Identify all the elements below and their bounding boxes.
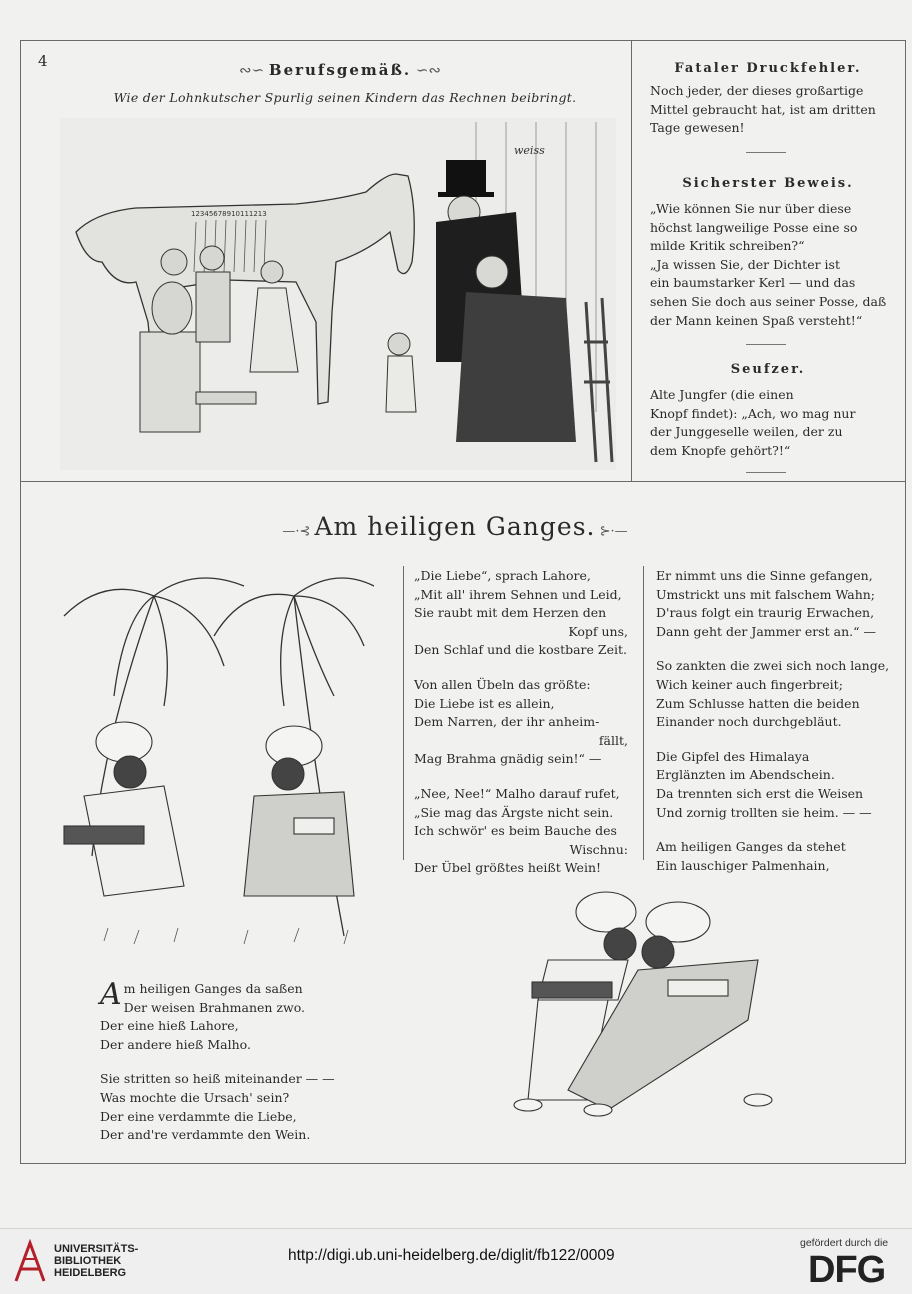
joke-line: ein baumstarker Kerl — und das bbox=[650, 275, 856, 291]
joke-title: Sicherster Beweis. bbox=[682, 176, 854, 191]
poem-intro bbox=[100, 977, 360, 1161]
poem-line: Die Liebe ist es allein, bbox=[414, 695, 555, 711]
poem-stanza bbox=[100, 1070, 360, 1144]
poem-stanza bbox=[100, 977, 360, 1054]
brahmins-under-palms-illustration bbox=[44, 556, 394, 956]
permalink-url[interactable]: http://digi.ub.uni-heidelberg.de/diglit/fb122/0009 bbox=[288, 1247, 615, 1264]
dfg-logo[interactable]: DFG bbox=[808, 1249, 886, 1291]
poem-line: Der Übel größtes heißt Wein! bbox=[414, 860, 602, 876]
poem-stanza bbox=[414, 567, 628, 660]
section-divider bbox=[20, 481, 906, 482]
joke-separator bbox=[746, 152, 786, 153]
poem-line: Sie stritten so heiß miteinander — — bbox=[100, 1071, 335, 1087]
poem-drop-cap: A bbox=[100, 977, 122, 1012]
poem-line: Der eine verdammte die Liebe, bbox=[100, 1108, 297, 1124]
poem-line: Die Gipfel des Himalaya bbox=[656, 748, 810, 764]
poem-line: D'raus folgt ein traurig Erwachen, bbox=[656, 605, 875, 621]
poem-line: Dann geht der Jammer erst an.“ — bbox=[656, 623, 876, 639]
poem-line: Und zornig trollten sie heim. — — bbox=[656, 804, 872, 820]
poem-middle-column bbox=[414, 567, 628, 894]
poem-line: So zankten die zwei sich noch lange, bbox=[656, 658, 890, 674]
university-name-line: HEIDELBERG bbox=[54, 1267, 127, 1279]
column-rule-poem-right bbox=[643, 566, 644, 860]
university-library-name[interactable] bbox=[54, 1243, 138, 1279]
university-library-logo-icon[interactable] bbox=[12, 1239, 48, 1285]
poem-line: Da trennten sich erst die Weisen bbox=[656, 785, 864, 801]
poem-line: „Mit all' ihrem Sehnen und Leid, bbox=[414, 586, 622, 602]
joke-line: „Wie können Sie nur über diese bbox=[650, 201, 852, 216]
poem-stanza bbox=[656, 567, 892, 641]
joke-line: „Ja wissen Sie, der Dichter ist bbox=[650, 256, 840, 272]
poem-line: Zum Schlusse hatten die beiden bbox=[656, 695, 860, 711]
university-name-line: BIBLIOTHEK bbox=[54, 1255, 122, 1267]
horse-numbers: 12345678910111213 bbox=[191, 210, 267, 218]
poem-line: Umstrickt uns mit falschem Wahn; bbox=[656, 586, 876, 602]
poem-line: Wischnu: bbox=[569, 841, 628, 857]
poem-line: „Nee, Nee!“ Malho darauf rufet, bbox=[414, 785, 620, 801]
poem-stanza bbox=[414, 785, 628, 878]
poem-line: Wich keiner auch fingerbreit; bbox=[656, 676, 843, 692]
poem-line: „Sie mag das Ärgste nicht sein. bbox=[414, 804, 614, 820]
poem-line: Ich schwör' es beim Bauche des bbox=[414, 823, 617, 839]
poem-stanza bbox=[656, 748, 892, 822]
joke-line: sehen Sie doch aus seiner Posse, daß bbox=[650, 293, 887, 309]
page-number: 4 bbox=[38, 52, 48, 70]
poem-line: Der weisen Brahmanen zwo. bbox=[123, 999, 305, 1015]
story-subtitle: Wie der Lohnkutscher Spurlig seinen Kindern das Rechnen beibringt. bbox=[113, 90, 577, 105]
poem-line: Von allen Übeln das größte: bbox=[414, 676, 591, 692]
joke-line: Tage gewesen! bbox=[650, 120, 745, 136]
poem-line: Mag Brahma gnädig sein!“ — bbox=[414, 751, 602, 767]
university-name-line: UNIVERSITÄTS- bbox=[54, 1243, 139, 1255]
joke-line: Knopf findet): „Ach, wo mag nur bbox=[650, 405, 856, 421]
poem-line: Der andere hieß Malho. bbox=[100, 1036, 251, 1052]
joke-line: höchst langweilige Posse eine so bbox=[650, 219, 858, 235]
poem-line: Was mochte die Ursach' sein? bbox=[100, 1089, 290, 1105]
joke-separator bbox=[746, 472, 786, 473]
joke-line: der Junggeselle weilen, der zu bbox=[650, 424, 843, 440]
joke-text bbox=[650, 82, 882, 138]
poem-stanza bbox=[656, 838, 892, 875]
poem-line: „Die Liebe“, sprach Lahore, bbox=[414, 568, 591, 583]
joke-line: Mittel gebraucht hat, ist am dritten bbox=[650, 101, 876, 117]
column-rule-poem-left bbox=[403, 566, 404, 860]
joke-separator bbox=[746, 344, 786, 345]
poem-stanza bbox=[414, 676, 628, 769]
illustrator-signature: weiss bbox=[514, 144, 545, 157]
poem-line: fällt, bbox=[598, 732, 628, 748]
brahmins-fighting-illustration bbox=[508, 890, 798, 1136]
poem-line: Einander noch durchgebläut. bbox=[656, 714, 842, 730]
poem-line: Kopf uns, bbox=[568, 623, 628, 639]
poem-line: Der eine hieß Lahore, bbox=[100, 1018, 239, 1034]
poem-line: Der and're verdammte den Wein. bbox=[100, 1127, 311, 1143]
poem-title: —·⊰ Am heiligen Ganges. ⊱·— bbox=[282, 512, 628, 541]
poem-line: Sie raubt mit dem Herzen den bbox=[414, 605, 607, 621]
poem-stanza bbox=[656, 657, 892, 731]
poem-line: Dem Narren, der ihr anheim- bbox=[414, 714, 600, 730]
joke-line: der Mann keinen Spaß versteht!“ bbox=[650, 312, 863, 328]
poem-line: Den Schlaf und die kostbare Zeit. bbox=[414, 642, 627, 658]
joke-text bbox=[650, 200, 887, 330]
poem-right-column bbox=[656, 567, 892, 891]
poem-line: Erglänzten im Abendschein. bbox=[656, 767, 835, 783]
poem-line: m heiligen Ganges da saßen bbox=[123, 981, 303, 996]
joke-line: milde Kritik schreiben?“ bbox=[650, 238, 805, 254]
poem-line: Am heiligen Ganges da stehet bbox=[656, 839, 846, 855]
joke-title: Seufzer. bbox=[730, 362, 806, 377]
funded-by-label: gefördert durch die bbox=[800, 1237, 889, 1249]
story-title: ∾∽ Berufsgemäß. ∽∾ bbox=[239, 61, 441, 79]
joke-line: dem Knopfe gehört?!“ bbox=[650, 442, 791, 458]
joke-text bbox=[650, 386, 882, 460]
joke-line: Noch jeder, der dieses großartige bbox=[650, 83, 864, 98]
column-rule-top bbox=[631, 40, 632, 481]
lesson-illustration bbox=[36, 112, 626, 478]
joke-title: Fataler Druckfehler. bbox=[674, 61, 862, 76]
poem-line: Er nimmt uns die Sinne gefangen, bbox=[656, 568, 873, 583]
joke-line: Alte Jungfer (die einen bbox=[650, 387, 794, 402]
digitization-footer bbox=[0, 1228, 912, 1294]
poem-line: Ein lauschiger Palmenhain, bbox=[656, 857, 830, 873]
